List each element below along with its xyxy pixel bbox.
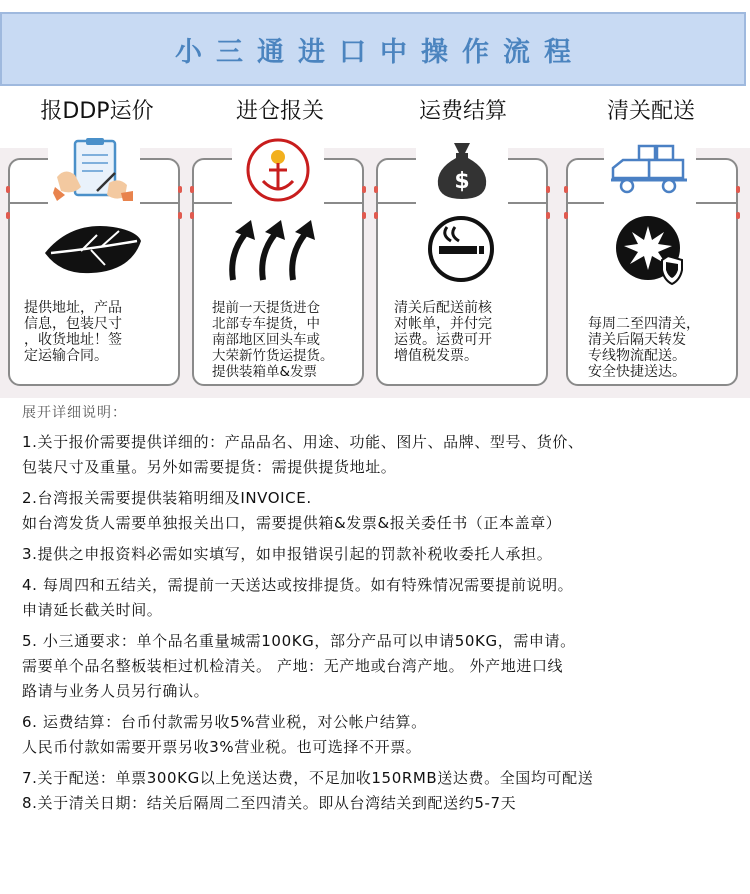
note-2: 2.台湾报关需要提供装箱明细及INVOICE. 如台湾发货人需要单独报关出口，需要提供箱&发票&报关委任书（正本盖章） (22, 489, 562, 532)
no-smoking-icon (406, 212, 516, 286)
leaf-icon (38, 212, 148, 286)
connector-dot (374, 212, 378, 219)
title-banner (0, 12, 746, 86)
step-desc-4: 每周二至四清关， 清关后隔天转发 专线物流配送。 安全快捷送达。 (588, 316, 700, 380)
connector-dot (190, 186, 194, 193)
connector-dot (736, 186, 740, 193)
anchor-badge-icon (232, 134, 324, 206)
delivery-truck-icon (604, 134, 696, 206)
step-desc-3: 清关后配送前核 对帐单，并付完 运费。运费可开 增值税发票。 (394, 300, 492, 364)
connector-dot (178, 212, 182, 219)
step-desc-1: 提供地址，产品 信息，包装尺寸 ，收货地址！签 定运输合同。 (24, 300, 122, 364)
step-title-1: 报DDP运价 (40, 99, 154, 124)
note-8: 8.关于清关日期：结关后隔周二至四清关。即从台湾结关到配送约5-7天 (22, 794, 517, 812)
note-5: 5. 小三通要求：单个品名重量城需100KG，部分产品可以申请50KG，需申请。 需要单个品名整板装柜过机检清关。 产地：无产地或台湾产地。 外产地进口线 路请与业务人员另行确认。 (22, 632, 576, 700)
connector-dot (362, 186, 366, 193)
up-arrows-icon (222, 212, 332, 286)
connector-dot (564, 212, 568, 219)
detail-heading: 展开详细说明： (22, 405, 127, 421)
note-6: 6. 运费结算：台币付款需另收5%营业税，对公帐户结算。 人民币付款如需要开票另收3%营业税。也可选择不开票。 (22, 713, 427, 756)
connector-dot (374, 186, 378, 193)
svg-text:$: $ (454, 169, 470, 194)
note-7: 7.关于配送：单票300KG以上免送达费，不足加收150RMB送达费。全国均可配送 (22, 769, 594, 787)
connector-dot (190, 212, 194, 219)
notes-list (22, 430, 742, 816)
connector-dot (362, 212, 366, 219)
burst-shield-icon (596, 212, 706, 286)
connector-dot (564, 186, 568, 193)
step-title-3: 运费结算 (418, 99, 507, 124)
note-1: 1.关于报价需要提供详细的：产品品名、用途、功能、图片、品牌、型号、货价、 包装尺寸及重量。另外如需要提货：需提供提货地址。 (22, 433, 584, 476)
connector-dot (546, 186, 550, 193)
clipboard-hand-icon (48, 134, 140, 206)
note-4: 4. 每周四和五结关，需提前一天送达或按排提货。如有特殊情况需要提前说明。 申请延长截关时间。 (22, 576, 574, 619)
step-title-4: 清关配送 (606, 99, 695, 124)
page-title: 小三通进口中操作流程 (175, 36, 585, 68)
connector-dot (6, 212, 10, 219)
connector-dot (178, 186, 182, 193)
step-desc-2: 提前一天提货进仓 北部专车提货，中 南部地区回头车或 大荣新竹货运提货。 提供装箱单&发票 (212, 300, 334, 380)
note-3: 3.提供之申报资料必需如实填写，如申报错误引起的罚款补税收委托人承担。 (22, 545, 553, 563)
money-bag-icon (416, 134, 508, 206)
step-title-2: 进仓报关 (235, 99, 324, 124)
connector-dot (546, 212, 550, 219)
connector-dot (6, 186, 10, 193)
connector-dot (736, 212, 740, 219)
